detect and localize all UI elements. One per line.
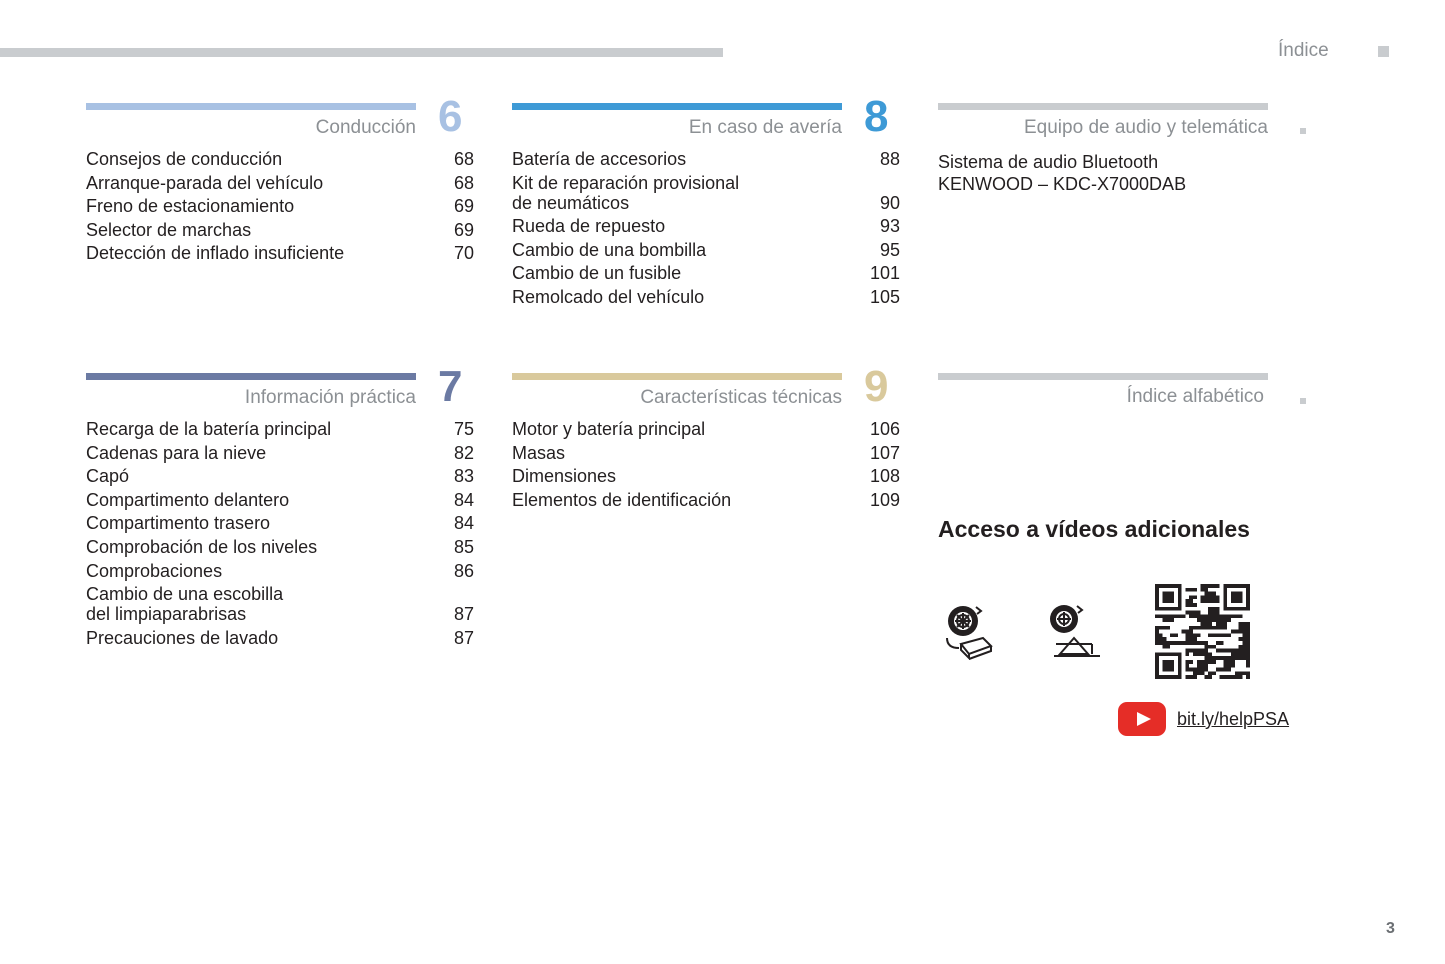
section-title[interactable]: Índice alfabético <box>1126 386 1264 407</box>
section-title: Características técnicas <box>640 387 842 408</box>
section-title: Conducción <box>315 117 416 138</box>
entry-label: Elementos de identificación <box>512 489 732 510</box>
toc-entry[interactable] <box>86 220 474 240</box>
entry-page: 75 <box>453 419 474 439</box>
entry-page: 88 <box>879 149 900 169</box>
header-label: Índice <box>1278 40 1329 61</box>
entry-page: 70 <box>453 243 474 264</box>
entry-page: 82 <box>453 442 474 463</box>
tire-jack-icon[interactable] <box>1046 604 1102 660</box>
section-number: 9 <box>864 362 889 411</box>
entry-page: 90 <box>879 192 900 213</box>
header-square-icon <box>1378 46 1389 57</box>
toc-entry[interactable] <box>86 149 474 169</box>
toc-entry[interactable] <box>86 466 474 486</box>
entry-label: Motor y batería principal <box>512 419 706 439</box>
entry-label: Arranque-parada del vehículo <box>86 172 324 193</box>
entry-label: Consejos de conducción <box>86 149 283 169</box>
section-bar <box>938 103 1268 110</box>
section-square-icon <box>1300 128 1306 134</box>
toc-entry[interactable] <box>86 443 474 463</box>
entry-list <box>86 149 474 267</box>
toc-entry[interactable] <box>86 196 474 216</box>
toc-entry[interactable] <box>512 466 900 486</box>
section-bar <box>86 103 416 110</box>
top-bar <box>0 48 723 57</box>
entry-page: 68 <box>453 149 474 169</box>
entry-list <box>512 419 900 513</box>
play-triangle-icon <box>1137 712 1151 726</box>
toc-entry[interactable] <box>86 243 474 263</box>
entry-page: 93 <box>879 216 900 237</box>
entry-label: Freno de estacionamiento <box>86 196 295 217</box>
section-text[interactable]: Sistema de audio Bluetooth KENWOOD – KDC-X7000DAB <box>938 152 1187 194</box>
entry-label: Recarga de la batería principal <box>86 419 332 439</box>
page-number: 3 <box>1386 920 1395 937</box>
toc-entry[interactable] <box>86 173 474 193</box>
entry-label: Cadenas para la nieve <box>86 442 267 463</box>
entry-label: Compartimento delantero <box>86 489 290 510</box>
toc-entry[interactable] <box>512 263 900 283</box>
entry-page: 84 <box>453 513 474 534</box>
toc-entry[interactable] <box>512 240 900 260</box>
entry-page: 106 <box>869 419 900 439</box>
section-bar <box>512 103 842 110</box>
entry-page: 83 <box>453 466 474 487</box>
entry-label: Cambio de una escobilla del limpiaparabrisas <box>86 584 284 625</box>
section-number: 6 <box>438 92 463 141</box>
toc-entry[interactable] <box>86 513 474 533</box>
toc-entry[interactable] <box>512 419 900 439</box>
section-title: Información práctica <box>244 387 416 408</box>
entry-label: Detección de inflado insuficiente <box>86 243 345 264</box>
entry-page: 105 <box>869 286 900 307</box>
entry-page: 69 <box>453 219 474 240</box>
section-title: En caso de avería <box>688 117 842 138</box>
entry-label: Dimensiones <box>512 466 617 487</box>
section-bar <box>86 373 416 380</box>
help-link[interactable]: bit.ly/helpPSA <box>1177 709 1290 729</box>
toc-entry[interactable] <box>86 628 474 648</box>
toc-entry[interactable] <box>512 149 900 169</box>
toc-entry[interactable] <box>86 419 474 439</box>
toc-entry[interactable] <box>512 443 900 463</box>
entry-label: Comprobaciones <box>86 560 223 581</box>
youtube-play-icon[interactable] <box>1118 702 1166 736</box>
entry-label: Compartimento trasero <box>86 513 271 534</box>
toc-entry[interactable] <box>512 173 900 213</box>
entry-label: Cambio de una bombilla <box>512 239 707 260</box>
section-bar <box>938 373 1268 380</box>
entry-label: Masas <box>512 442 566 463</box>
entry-page: 85 <box>453 536 474 557</box>
entry-page: 86 <box>453 560 474 581</box>
videos-title: Acceso a vídeos adicionales <box>938 516 1250 542</box>
entry-label: Remolcado del vehículo <box>512 286 705 307</box>
entry-label: Cambio de un fusible <box>512 263 682 284</box>
toc-entry[interactable] <box>86 561 474 581</box>
entry-page: 101 <box>869 263 900 284</box>
entry-page: 95 <box>879 239 900 260</box>
entry-list <box>512 149 900 311</box>
entry-label: Selector de marchas <box>86 219 252 240</box>
entry-page: 109 <box>869 489 900 510</box>
toc-entry[interactable] <box>86 537 474 557</box>
entry-list <box>86 419 474 651</box>
entry-label: Precauciones de lavado <box>86 627 279 648</box>
toc-entry[interactable] <box>512 216 900 236</box>
tire-repair-kit-icon[interactable] <box>943 604 995 660</box>
toc-entry[interactable] <box>86 490 474 510</box>
section-number: 8 <box>864 92 889 141</box>
toc-entry[interactable] <box>512 287 900 307</box>
entry-label: Kit de reparación provisional de neumáticos <box>512 172 740 213</box>
entry-page: 68 <box>453 172 474 193</box>
section-square-icon <box>1300 398 1306 404</box>
entry-page: 108 <box>869 466 900 487</box>
section-title: Equipo de audio y telemática <box>1024 117 1268 138</box>
entry-page: 84 <box>453 489 474 510</box>
entry-page: 69 <box>453 196 474 217</box>
section-number: 7 <box>438 362 463 411</box>
section-bar <box>512 373 842 380</box>
entry-label: Capó <box>86 466 130 487</box>
entry-page: 107 <box>869 442 900 463</box>
qr-code-icon[interactable] <box>1155 584 1250 679</box>
entry-page: 87 <box>453 604 474 625</box>
toc-entry[interactable] <box>86 584 474 624</box>
toc-entry[interactable] <box>512 490 900 510</box>
entry-page: 87 <box>453 627 474 648</box>
entry-label: Batería de accesorios <box>512 149 687 169</box>
entry-label: Comprobación de los niveles <box>86 536 318 557</box>
entry-label: Rueda de repuesto <box>512 216 666 237</box>
